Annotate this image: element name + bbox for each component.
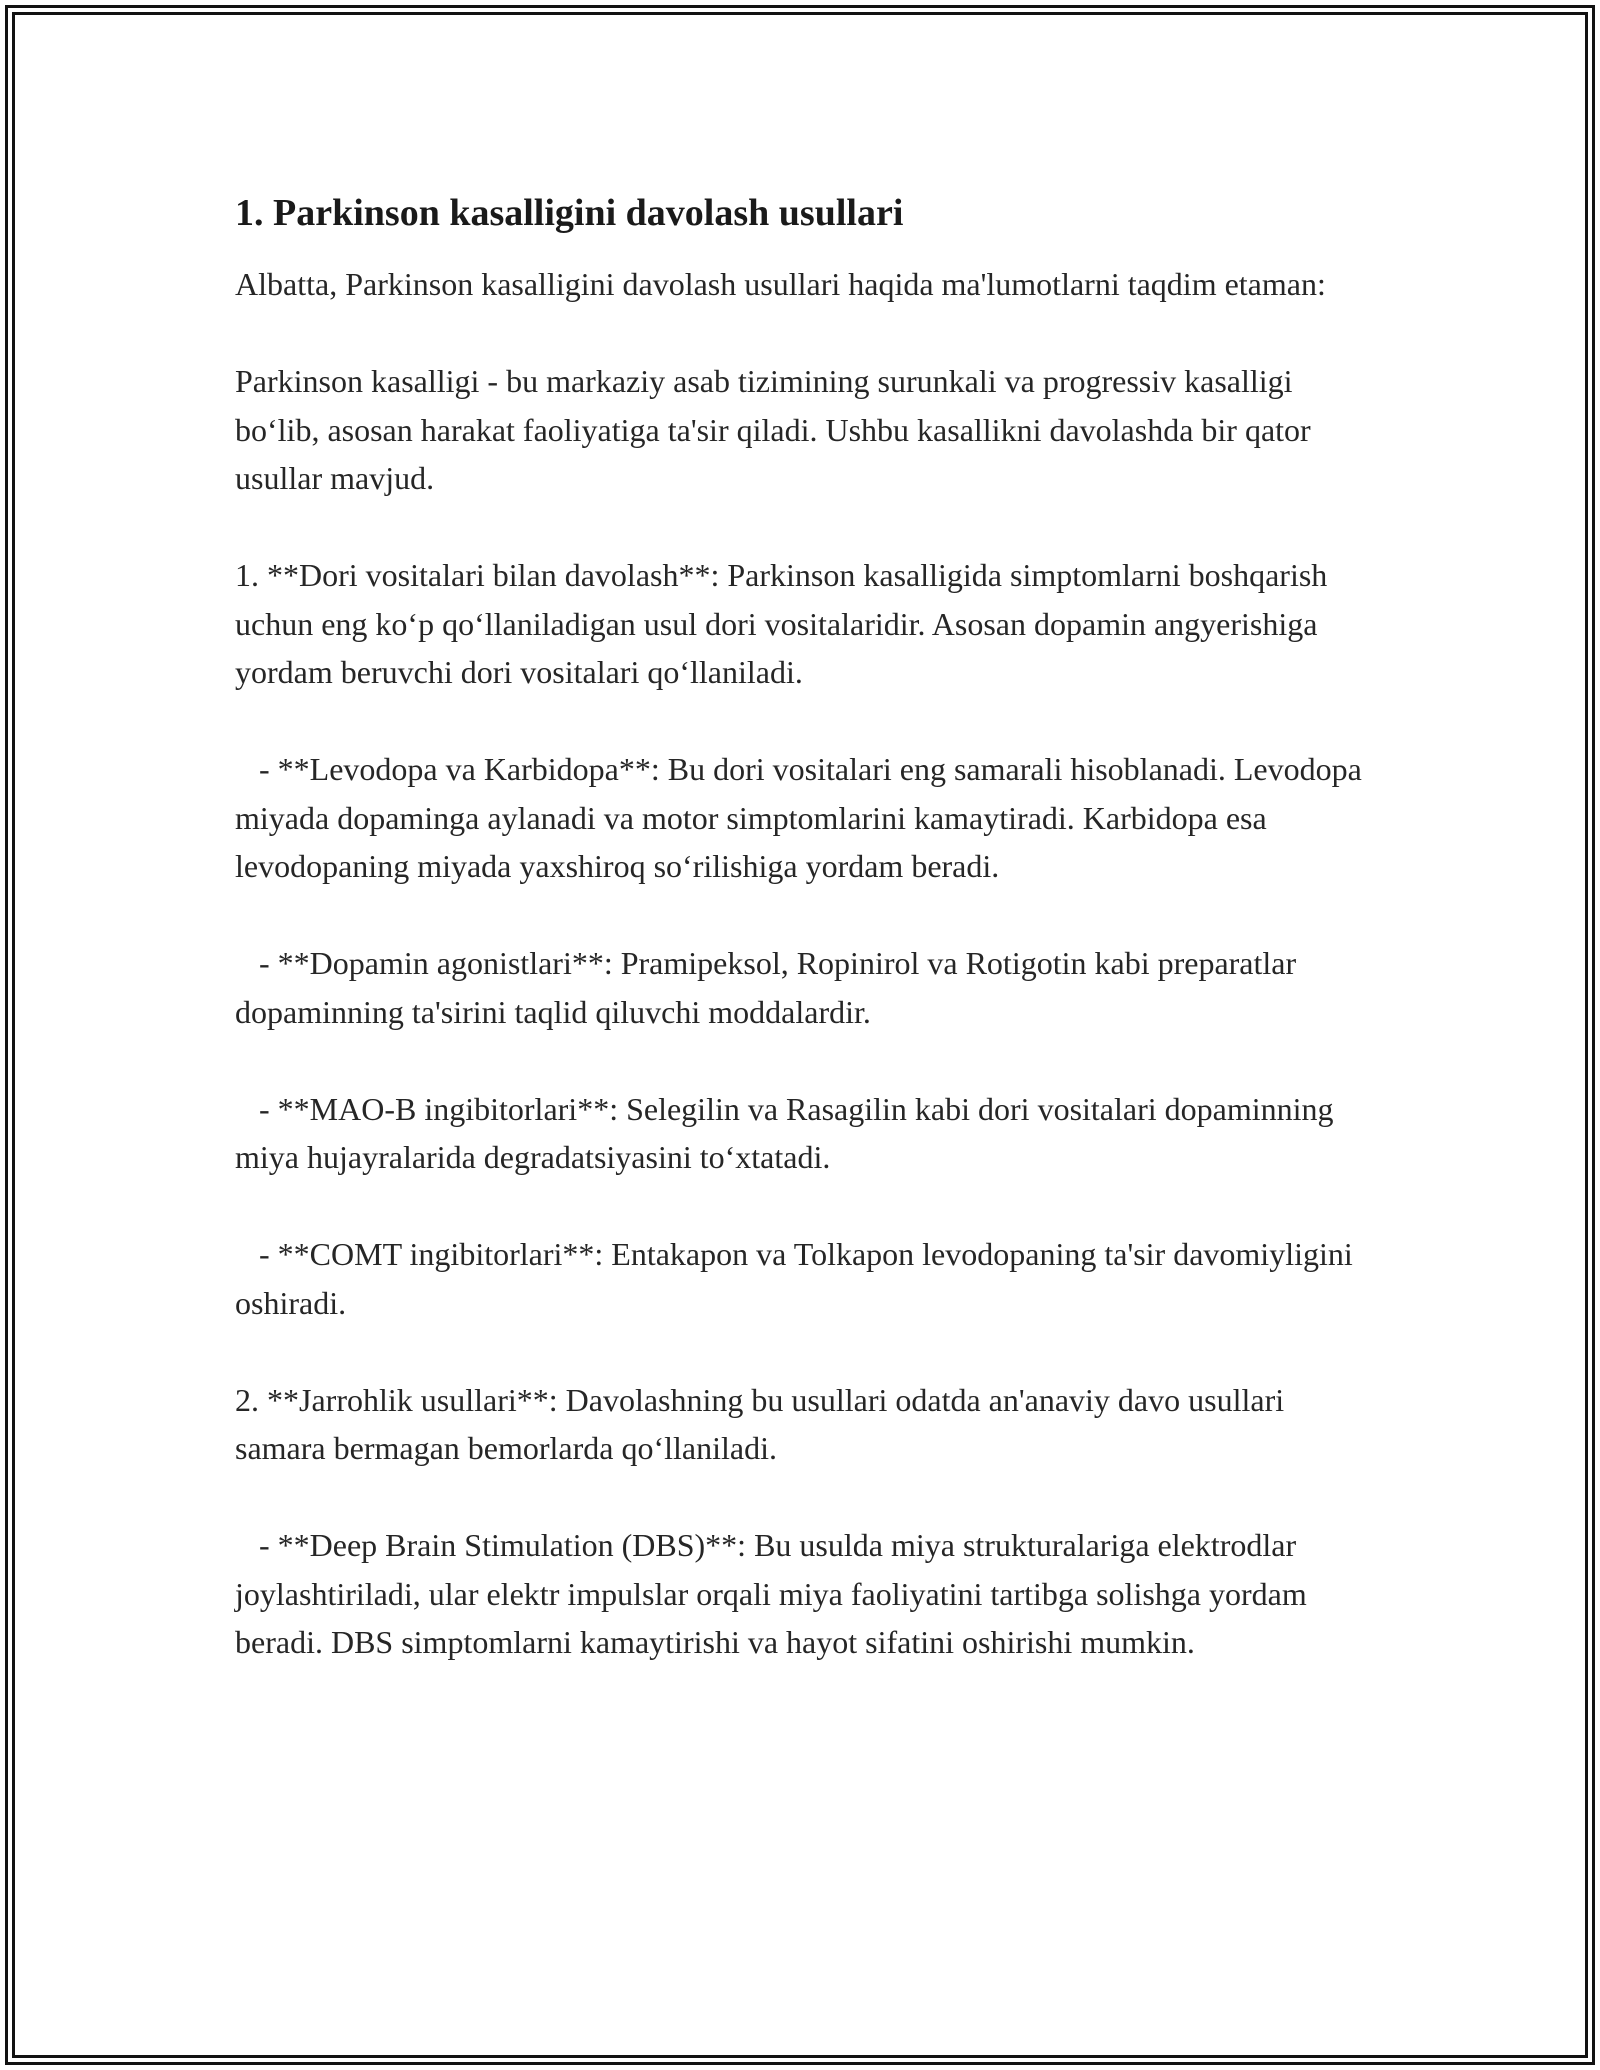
paragraph-dbs: - **Deep Brain Stimulation (DBS)**: Bu usulda miya strukturalariga elektrodlar joylashtiriladi, ular elektr impulslar orqali miya faoliyatini tartibga solishga yordam beradi. DBS simptomlarni kamaytirishi va hayot sifatini oshirishi mumkin. (235, 1527, 1315, 1660)
paragraph-dopamine-agonists: - **Dopamin agonistlari**: Pramipeksol, Ropinirol va Rotigotin kabi preparatlar dopaminning ta'sirini taqlid qiluvchi moddalardir. (235, 945, 1305, 1030)
document-page (235, 188, 1370, 1667)
paragraph-surgery: 2. **Jarrohlik usullari**: Davolashning bu usullari odatda an'anaviy davo usullari samara bermagan bemorlarda qo‘llaniladi. (235, 1381, 1293, 1466)
paragraph-comt: - **COMT ingibitorlari**: Entakapon va Tolkapon levodopaning ta'sir davomiyligini oshiradi. (235, 1236, 1361, 1321)
paragraph-levodopa: - **Levodopa va Karbidopa**: Bu dori vositalari eng samarali hisoblanadi. Levodopa miyada dopaminga aylanadi va motor simptomlarini kamaytiradi. Karbidopa esa levodopaning miyada yaxshiroq so‘rilishiga yordam beradi. (235, 751, 1370, 884)
paragraph-intro: Albatta, Parkinson kasalligini davolash usullari haqida ma'lumotlarni taqdim etaman: (235, 266, 1326, 302)
paragraph-definition: Parkinson kasalligi - bu markaziy asab tizimining surunkali va progressiv kasalligi bo‘lib, asosan harakat faoliyatiga ta'sir qiladi. Ushbu kasallikni davolashda bir qator usullar mavjud. (235, 363, 1319, 496)
document-heading: 1. Parkinson kasalligini davolash usullari (235, 192, 904, 234)
paragraph-mao-b: - **MAO-B ingibitorlari**: Selegilin va Rasagilin kabi dori vositalari dopaminning miya hujayralarida degradatsiyasini to‘xtatadi. (235, 1090, 1342, 1175)
paragraph-medication: 1. **Dori vositalari bilan davolash**: Parkinson kasalligida simptomlarni boshqarish uchun eng ko‘p qo‘llaniladigan usul dori vositalaridir. Asosan dopamin angyerishiga yordam beruvchi dori vositalari qo‘llaniladi. (235, 557, 1336, 690)
